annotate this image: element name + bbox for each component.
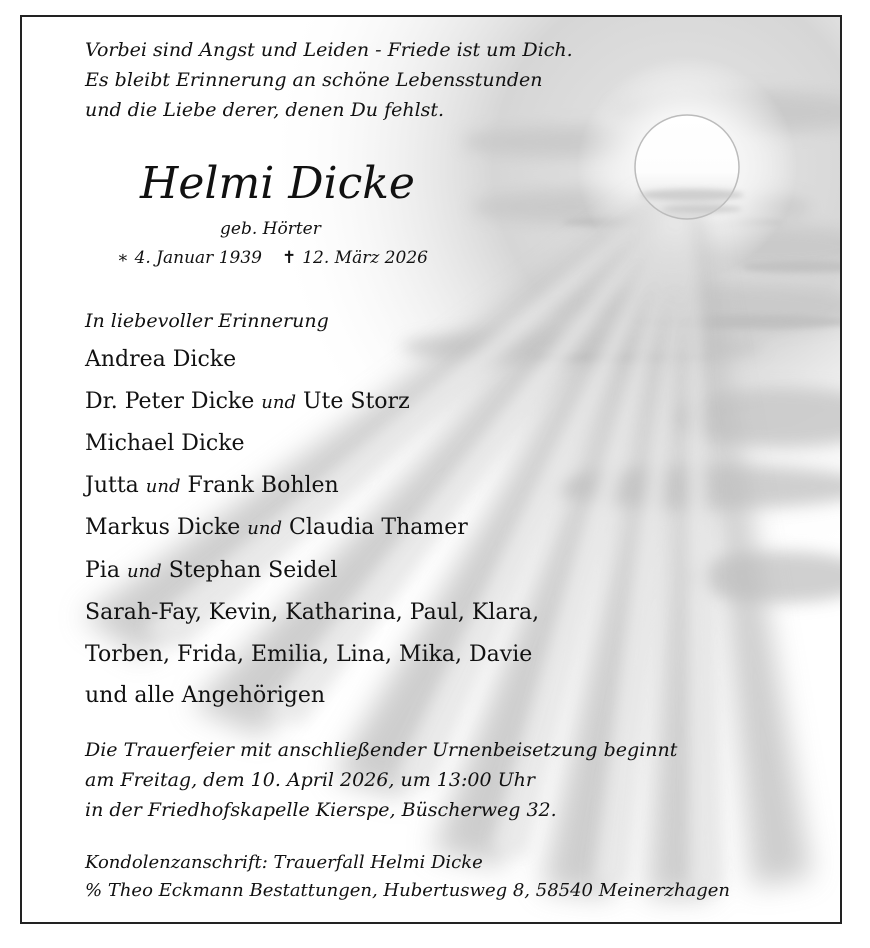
mourner-row: Jutta und Frank Bohlen [85,472,339,498]
ceremony-info [85,735,677,825]
motto-line: und die Liebe derer, denen Du fehlst. [85,99,445,121]
death-date: 12. März 2026 [302,248,428,268]
mourner-row: Sarah-Fay, Kevin, Katharina, Paul, Klara, [85,600,540,625]
address-line: Kondolenzanschrift: Trauerfall Helmi Dicke [85,852,483,873]
birth-star-icon: ∗ [117,248,129,268]
mourner-row: Dr. Peter Dicke und Ute Storz [85,388,410,414]
mourner-row: Markus Dicke und Claudia Thamer [85,515,468,540]
life-dates [117,245,428,271]
mourner-row: Michael Dicke [85,431,245,456]
mourner-row: Torben, Frida, Emilia, Lina, Mika, Davie [85,641,533,667]
deceased-name: Helmi Dicke [140,158,415,209]
obituary-frame [20,15,842,924]
ceremony-line: in der Friedhofskapelle Kierspe, Büscherweg 32. [85,799,557,821]
address-line: % Theo Eckmann Bestattungen, Hubertusweg 8, 58540 Meinerzhagen [85,880,730,901]
birth-date: 4. Januar 1939 [134,248,262,268]
maiden-name: geb. Hörter [220,219,321,239]
mourner-row: und alle Angehörigen [85,683,326,708]
motto-line: Vorbei sind Angst und Leiden - Friede ist um Dich. [85,39,573,61]
mourners-list [85,339,539,717]
mourner-row: Andrea Dicke [85,347,237,372]
memory-heading: In liebevoller Erinnerung [85,310,329,332]
ceremony-line: am Freitag, dem 10. April 2026, um 13:00 Uhr [85,769,535,791]
motto-line: Es bleibt Erinnerung an schöne Lebensstunden [85,69,543,91]
death-cross-icon: ✝ [281,248,297,268]
motto-verse [85,35,573,125]
mourner-row: Pia und Stephan Seidel [85,557,338,583]
ceremony-line: Die Trauerfeier mit anschließender Urnenbeisetzung beginnt [85,739,678,761]
condolence-address [85,849,730,905]
